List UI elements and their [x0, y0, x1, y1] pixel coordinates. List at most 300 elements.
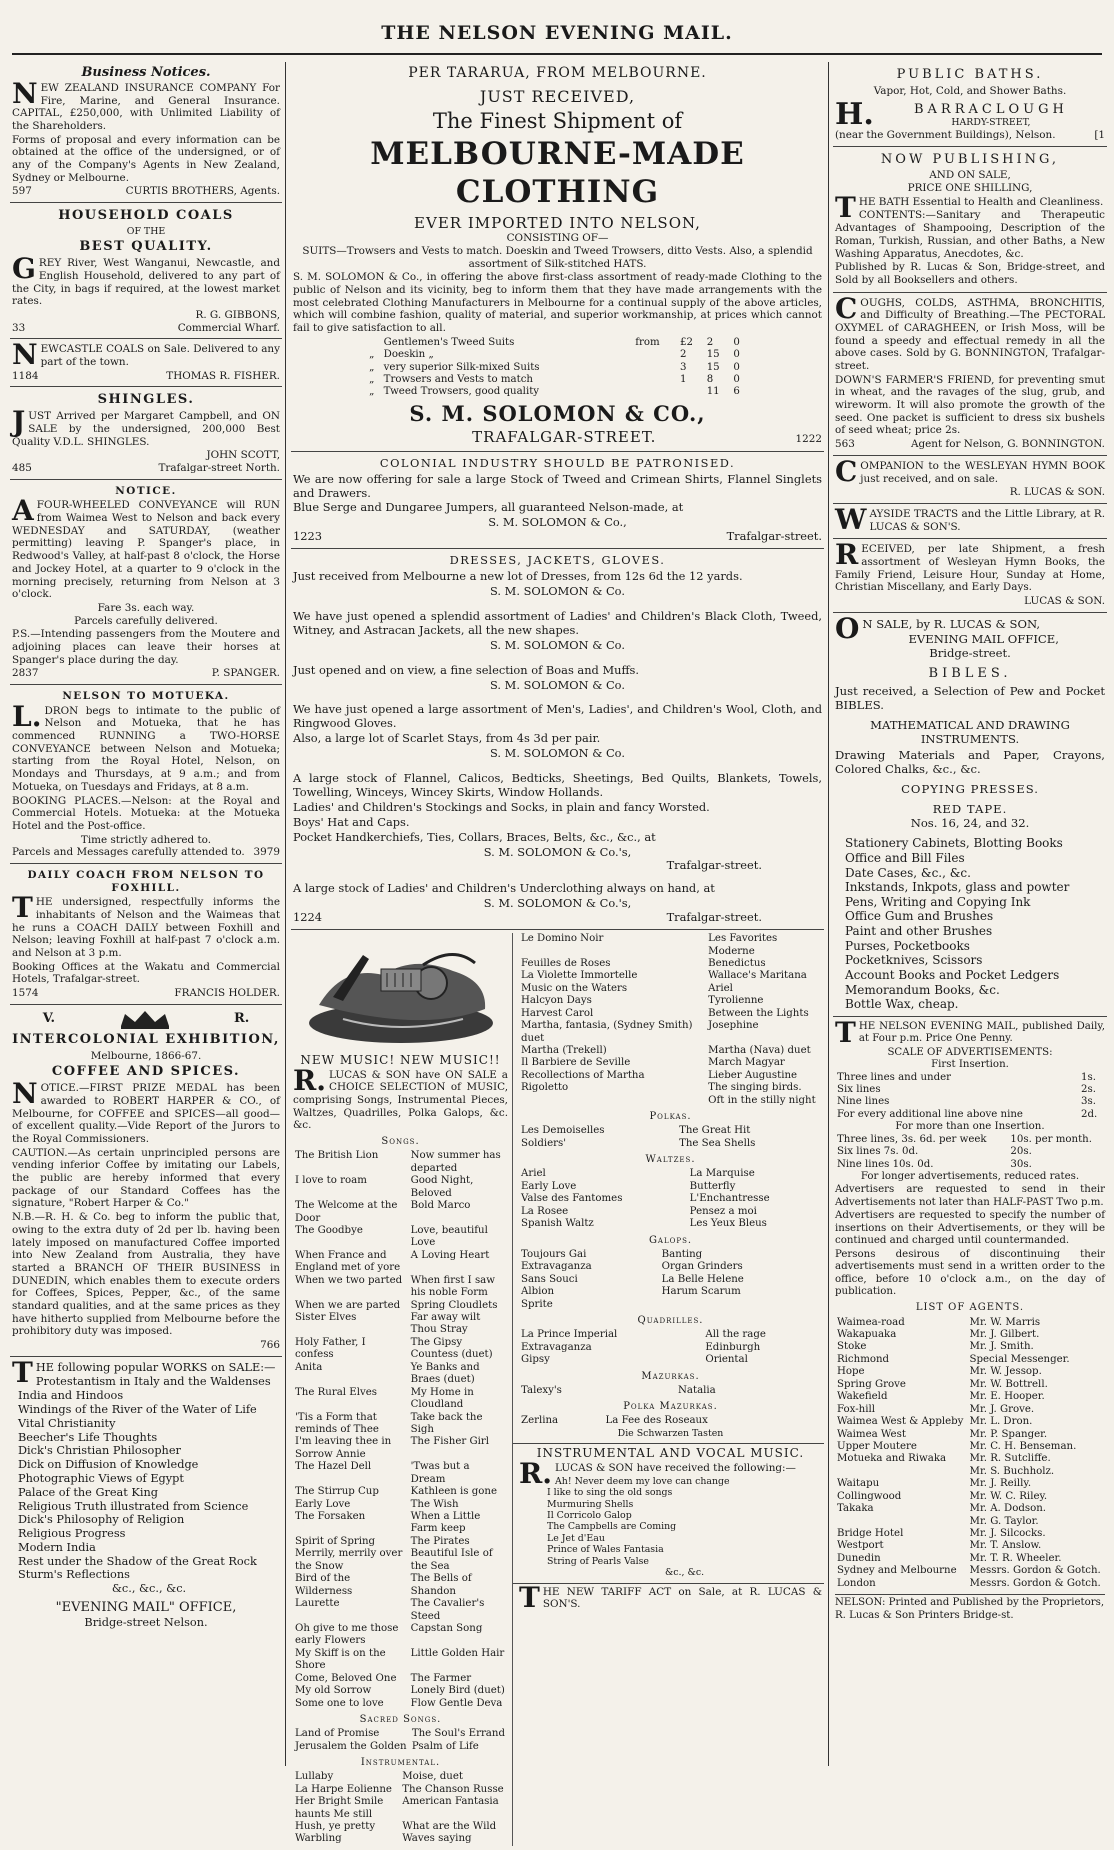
- drop-cap: L.: [12, 699, 42, 733]
- ad-signature: S. M. SOLOMON & Co.: [490, 637, 625, 652]
- ad-heading: NEW MUSIC! NEW MUSIC!!: [300, 1053, 501, 1068]
- ad-text: LUCAS & SON have received the following:—: [555, 1461, 796, 1474]
- table-row: [293, 1300, 508, 1312]
- table-cell: Mr. J. Gilbert.: [969, 1329, 1040, 1341]
- ad-text: Ladies' and Children's Stockings and Socks, in plain and fancy Worsted.: [293, 799, 710, 814]
- table-cell: My Home in Cloudland: [410, 1386, 474, 1411]
- list-item: Murmuring Shells: [547, 1498, 634, 1510]
- table-cell: Wakefield: [837, 1391, 888, 1403]
- list-item: Account Books and Pocket Ledgers: [845, 967, 1060, 982]
- ad-signature: R. LUCAS & SON.: [1009, 486, 1105, 499]
- ad-text: Forms of proposal and every information can be obtained at the office of the undersigned, or of any of the Company's Agents in New Zealand, Sydney or Melbourne.: [12, 133, 280, 184]
- ad-text: We have just opened a splendid assortment of Ladies' and Children's Black Cloth, Tweed, Witney, and Astracan Jackets, all the new shapes.: [293, 608, 822, 637]
- royal-cipher: V.: [42, 1010, 56, 1026]
- drop-cap: T: [12, 1355, 33, 1389]
- table-cell: Mr. W. Bottrell.: [969, 1378, 1048, 1390]
- coughs-ad: [833, 293, 1107, 456]
- rates-table: [835, 1134, 1105, 1171]
- category-heading: Polkas.: [649, 1111, 692, 1123]
- table-cell: A Loving Heart: [410, 1249, 490, 1261]
- ad-subheading: PRICE ONE SHILLING,: [907, 182, 1033, 195]
- table-cell: La Violette Immortelle: [521, 970, 638, 982]
- ad-heading: PUBLIC BATHS.: [896, 67, 1044, 82]
- list-item: India and Hindoos: [18, 1389, 124, 1403]
- ad-heading: DAILY COACH FROM NELSON TO FOXHILL.: [27, 868, 265, 894]
- table-cell: Come, Beloved One: [295, 1672, 397, 1684]
- ad-signature: LUCAS & SON.: [1024, 595, 1105, 608]
- baths-ad: [833, 62, 1107, 147]
- table-row: [519, 933, 822, 958]
- table-row: [519, 1057, 822, 1069]
- table-row: [293, 1573, 508, 1598]
- table-cell: Martha (Nava) duet: [708, 1045, 811, 1057]
- table-cell: Les Favorites Moderne: [708, 933, 778, 957]
- table-cell: 1s.: [1080, 1071, 1096, 1083]
- ad-text: N.B.—R. H. & Co. beg to inform the public that, owing to the extra duty of 2d per lb. having been lately imposed on manufactured Coffee imported into New Zealand from Australia, they have started a BRANCH OF THEIR BUSINESS in DUNEDIN, which enables them to execute orders for Coffees, Spices, Pepper, &c., of the same standard qualities, and at the same prices as they have hitherto supplied from Melbourne before the prohibitory duty was imposed.: [12, 1211, 280, 1338]
- ad-text: S. M. SOLOMON & Co., in offering the above first-class assortment of ready-made Clothing to the public of Nelson and its vicinity, beg to inform them that they have made arrangements with the most celebrated Clothing Manufacturers in Melbourne for a continual supply of the above articles, which will combine fashion, quality of material, and superior workmanship, at prices which cannot fail to give satisfaction to all.: [293, 271, 822, 334]
- table-cell: Zerlina: [521, 1415, 559, 1427]
- list-item: Prince of Wales Fantasia: [547, 1544, 664, 1556]
- ad-text: Time strictly adhered to.: [80, 833, 212, 846]
- table-cell: The Pirates: [410, 1535, 470, 1547]
- list-item: String of Pearls Valse: [547, 1555, 649, 1567]
- ad-text: Parcels and Messages carefully attended to.: [12, 846, 245, 859]
- table-cell: Hope: [837, 1366, 865, 1378]
- table-row: [835, 1109, 1105, 1121]
- table-row: [293, 1412, 508, 1437]
- column-rule: [285, 62, 286, 1766]
- list-item: Rest under the Shadow of the Great Rock: [18, 1554, 257, 1568]
- ad-text: Published by R. Lucas & Son, Bridge-street, and Sold by all Booksellers and others.: [835, 261, 1105, 286]
- coffee-ad: [10, 1005, 282, 1357]
- table-row: [519, 1125, 822, 1137]
- table-row: [835, 1404, 1105, 1416]
- ad-signature: S. M. SOLOMON & Co.'s,: [483, 896, 632, 911]
- table-cell: Wakapuaka: [837, 1329, 897, 1341]
- table-row: [293, 1250, 508, 1275]
- list-item: Office and Bill Files: [845, 850, 965, 865]
- table-row: [519, 1286, 822, 1298]
- table-cell: Doeskin „: [383, 349, 434, 361]
- table-cell: Motueka and Riwaka: [837, 1453, 947, 1465]
- table-cell: The Fisher Girl: [410, 1436, 489, 1448]
- ad-heading: COLONIAL INDUSTRY SHOULD BE PATRONISED.: [379, 455, 736, 470]
- table-cell: Three lines, 3s. 6d. per week: [837, 1133, 987, 1145]
- ad-heading: MATHEMATICAL AND DRAWING INSTRUMENTS.: [870, 718, 1070, 747]
- table-row: [519, 1138, 822, 1150]
- table-row: [367, 362, 748, 374]
- ad-subheading: Melbourne, 1866-67.: [90, 1049, 202, 1062]
- royal-cipher: R.: [233, 1010, 250, 1026]
- table-cell: Six lines: [837, 1083, 881, 1095]
- table-cell: 10s. per month.: [1010, 1133, 1092, 1145]
- list-item: Memorandum Books, &c.: [845, 982, 1000, 997]
- list-item: &c., &c., &c.: [111, 1582, 187, 1596]
- table-cell: L'Enchantresse: [689, 1193, 770, 1205]
- table-cell: Special Messenger.: [969, 1353, 1070, 1365]
- ad-number: 597: [12, 185, 32, 198]
- ad-heading: INSTRUMENTAL AND VOCAL MUSIC.: [536, 1446, 805, 1461]
- table-cell: „: [369, 361, 375, 373]
- table-cell: Psalm of Life: [411, 1740, 479, 1752]
- list-item: Dick's Philosophy of Religion: [18, 1513, 185, 1527]
- list-item: Il Corricolo Galop: [547, 1509, 632, 1521]
- table-cell: Valse des Fantomes: [521, 1193, 623, 1205]
- table-cell: London: [837, 1577, 876, 1589]
- table-cell: The Chanson Russe: [402, 1783, 504, 1795]
- ad-text: Drawing Materials and Paper, Crayons, Colored Chalks, &c., &c.: [835, 747, 1105, 776]
- table-row: [293, 1598, 508, 1623]
- table-cell: 3s.: [1080, 1096, 1096, 1108]
- table-cell: Tweed Trowsers, good quality: [383, 386, 540, 398]
- ad-address: Bridge-street.: [929, 646, 1011, 661]
- table-cell: When first I saw his noble Form: [410, 1274, 495, 1299]
- table-cell: „: [369, 386, 375, 398]
- ad-text: SUITS—Trowsers and Vests to match. Doeskin and Tweed Trowsers, ditto Vests. Also, a splendid assortment of Silk-stitched HATS.: [302, 244, 813, 270]
- table-cell: La Prince Imperial: [521, 1329, 618, 1341]
- ad-text: Booking Offices at the Wakatu and Commercial Hotels, Trafalgar-street.: [12, 960, 280, 986]
- table-cell: Edinburgh: [705, 1341, 761, 1353]
- table-cell: La Harpe Eolienne: [295, 1783, 392, 1795]
- table-row: [293, 1337, 508, 1362]
- ad-text: CONTENTS:—Sanitary and Therapeutic Advantages of Shampooing, Description of the Roman, Turkish, Russian, and other Baths, a New Washing Apparatus, Anecdotes, &c.: [835, 209, 1105, 260]
- table-cell: Merrily, merrily over the Snow: [295, 1548, 403, 1572]
- pieces-list: [519, 933, 822, 1107]
- table-cell: Waitapu: [837, 1478, 880, 1490]
- table-cell: Mr. J. Grove.: [969, 1403, 1035, 1415]
- ad-heading: DRESSES, JACKETS, GLOVES.: [449, 553, 666, 568]
- ad-text: OTICE.—FIRST PRIZE MEDAL has been awarded to ROBERT HARPER & CO., of Melbourne, for COFFEE and SPICES—all good—of excellent quality.—Vide Report of the Jurors to the Royal Commissioners.: [12, 1082, 280, 1145]
- table-cell: Kathleen is gone: [410, 1486, 498, 1498]
- table-cell: Josephine: [708, 1020, 759, 1032]
- table-cell: [519, 1095, 706, 1107]
- table-cell: Ariel: [708, 982, 733, 994]
- table-cell: Capstan Song: [410, 1622, 483, 1634]
- table-cell: Mr. T. Anslow.: [969, 1540, 1042, 1552]
- table-cell: Bridge Hotel: [837, 1528, 904, 1540]
- ad-signature: Agent for Nelson, G. BONNINGTON.: [910, 438, 1105, 451]
- table-cell: Les Demoiselles: [521, 1125, 605, 1137]
- drop-cap: R: [835, 538, 859, 572]
- table-row: [835, 1379, 1105, 1391]
- list-item: Photographic Views of Egypt: [18, 1471, 184, 1485]
- table-cell: Mr. L. Dron.: [969, 1416, 1033, 1428]
- table-cell: The Rural Elves: [295, 1386, 378, 1398]
- table-cell: Mr. P. Spanger.: [969, 1428, 1048, 1440]
- list-item: Date Cases, &c., &c.: [845, 865, 971, 880]
- stationery-ad: [833, 613, 1107, 1017]
- table-cell: Dunedin: [837, 1552, 881, 1564]
- ad-subheading: For more than one Insertion.: [895, 1121, 1045, 1133]
- table-cell: Six lines 7s. 0d.: [837, 1146, 919, 1158]
- table-cell: The Goodbye: [295, 1224, 363, 1236]
- list-item: The Campbells are Coming: [547, 1521, 677, 1533]
- table-cell: Tyrolienne: [708, 995, 764, 1007]
- table-row: [293, 1741, 508, 1753]
- clothing-ad: [291, 62, 824, 452]
- ad-text: DOWN'S FARMER'S FRIEND, for preventing smut in wheat, and the ravages of the slug, grub, and wireworm. It will also promote the growth of the seed. One packet is sufficient to dress six bushels of seed wheat; price 2s.: [835, 373, 1105, 437]
- table-row: [835, 1317, 1105, 1329]
- table-cell: Bird of the Wilderness: [295, 1573, 353, 1597]
- drop-cap: O: [835, 611, 860, 645]
- ad-text: AYSIDE TRACTS and the Little Library, at R. LUCAS & SON'S.: [869, 507, 1105, 533]
- table-cell: Mr. J. Smith.: [969, 1341, 1034, 1353]
- ad-heading: "EVENING MAIL" OFFICE,: [55, 1599, 237, 1615]
- ad-address: Trafalgar-street.: [666, 910, 762, 925]
- table-cell: Far away wilt Thou Stray: [410, 1312, 481, 1336]
- table-cell: Gentlemen's Tweed Suits: [383, 336, 515, 348]
- ad-number: 766: [260, 1339, 280, 1351]
- table-row: [519, 1206, 822, 1218]
- ad-address: Commercial Wharf.: [177, 321, 280, 334]
- category-heading: Quadrilles.: [637, 1315, 704, 1327]
- table-cell: Harvest Carol: [521, 1007, 594, 1019]
- drop-cap: N: [12, 338, 38, 372]
- table-row: [835, 1503, 1105, 1515]
- drop-cap: T: [12, 891, 33, 925]
- table-cell: Spanish Waltz: [521, 1218, 594, 1230]
- table-cell: 6: [733, 386, 740, 398]
- table-row: [293, 1796, 508, 1821]
- category-heading: Polka Mazurkas.: [623, 1401, 718, 1413]
- ad-subheading: Nos. 16, 24, and 32.: [910, 816, 1030, 831]
- polka-mazurkas-list: [519, 1415, 822, 1427]
- table-cell: My Skiff is on the Shore: [295, 1647, 386, 1672]
- list-item: Sturm's Reflections: [18, 1568, 130, 1582]
- table-row: [367, 349, 748, 361]
- table-cell: The Bells of Shandon: [410, 1573, 472, 1597]
- category-heading: Songs.: [381, 1136, 420, 1148]
- table-cell: Nine lines 10s. 0d.: [837, 1158, 934, 1170]
- ad-address: Bridge-street Nelson.: [84, 1615, 208, 1629]
- ad-signature: CURTIS BROTHERS, Agents.: [125, 185, 280, 198]
- list-item: Religious Progress: [18, 1527, 126, 1541]
- ad-address: HARDY-STREET,: [951, 117, 1031, 129]
- list-item: Pocketknives, Scissors: [845, 953, 983, 968]
- table-row: [519, 1020, 822, 1045]
- music-ad: [291, 930, 824, 1850]
- table-row: [293, 1275, 508, 1300]
- category-heading: Waltzes.: [645, 1154, 696, 1166]
- drop-cap: N: [12, 1077, 38, 1111]
- drop-cap: J: [12, 405, 26, 439]
- ad-number: 33: [12, 321, 26, 334]
- ad-text: Blue Serge and Dungaree Jumpers, all guaranteed Nelson-made, at: [293, 500, 684, 515]
- ad-text: We have just opened a large assortment of Men's, Ladies', and Children's Wool, Cloth, and Ringwood Gloves.: [293, 702, 822, 731]
- ad-text: Fare 3s. each way.: [97, 601, 195, 614]
- table-cell: Recollections of Martha: [521, 1069, 645, 1081]
- category-heading: Mazurkas.: [641, 1370, 700, 1382]
- drop-cap: H.: [835, 97, 874, 133]
- table-cell: Mr. G. Taylor.: [969, 1515, 1039, 1527]
- table-cell: Extravaganza: [521, 1341, 592, 1353]
- table-row: [835, 1478, 1105, 1490]
- table-cell: The Welcome at the Door: [295, 1200, 398, 1224]
- table-cell: Martha, fantasia, (Sydney Smith) duet: [521, 1020, 693, 1044]
- ad-text: Just received from Melbourne a new lot of Dresses, from 12s 6d the 12 yards.: [293, 569, 743, 584]
- list-item: Purses, Pocketbooks: [845, 938, 970, 953]
- coals-ad: [10, 203, 282, 339]
- list-item: Modern India: [18, 1540, 96, 1554]
- list-item: Office Gum and Brushes: [845, 909, 994, 924]
- table-cell: I'm leaving thee in Sorrow Annie: [295, 1436, 392, 1460]
- table-row: [519, 1008, 822, 1020]
- ad-signature: JOHN SCOTT,: [206, 449, 280, 462]
- table-row: [519, 1299, 822, 1311]
- ad-address: Trafalgar-street North.: [158, 462, 280, 475]
- table-cell: The British Lion: [295, 1150, 379, 1162]
- table-cell: [633, 386, 678, 398]
- ad-text: Just opened and on view, a fine selection of Boas and Muffs.: [293, 662, 640, 677]
- music-instruments-illustration: [303, 935, 499, 1051]
- list-item: I like to sing the old songs: [547, 1487, 673, 1499]
- table-cell: Westport: [837, 1540, 884, 1552]
- table-cell: Spring Cloudlets: [410, 1299, 498, 1311]
- drop-cap: N: [12, 76, 38, 110]
- table-row: [835, 1159, 1105, 1171]
- ad-text: Just received, a Selection of Pew and Pocket BIBLES.: [835, 684, 1105, 713]
- table-row: [835, 1516, 1105, 1528]
- table-cell: Sans Souci: [521, 1273, 578, 1285]
- table-cell: Mr. T. R. Wheeler.: [969, 1552, 1062, 1564]
- table-row: [835, 1453, 1105, 1465]
- table-row: [835, 1429, 1105, 1441]
- table-cell: 3: [680, 361, 687, 373]
- rates-table: [835, 1072, 1105, 1122]
- table-cell: Waimea-road: [837, 1316, 905, 1328]
- table-cell: [633, 374, 678, 386]
- instrumental-list: [293, 1771, 508, 1846]
- ad-heading: COFFEE AND SPICES.: [51, 1064, 241, 1080]
- list-item: Le Jet d'Eau: [547, 1532, 605, 1544]
- crown-icon: [117, 1008, 173, 1030]
- column-rule: [828, 62, 829, 1766]
- ad-text: Pocket Handkerchiefs, Ties, Collars, Braces, Belts, &c., &c., at: [293, 829, 656, 844]
- ad-text: ECEIVED, per late Shipment, a fresh assortment of Wesleyan Hymn Books, the Family Friend, Leisure Hour, Sunday at Home, Christian Miscellany, and Early Days.: [835, 543, 1105, 594]
- table-row: [367, 337, 748, 349]
- table-row: [293, 1387, 508, 1412]
- table-row: [519, 983, 822, 995]
- table-cell: Le Domino Noir: [521, 933, 604, 945]
- table-cell: Mr. J. Reilly.: [969, 1478, 1032, 1490]
- ad-text: DRON begs to intimate to the public of Nelson and Motueka, that he has commenced RUNNING a TWO-HORSE CONVEYANCE between Nelson and Motueka; starting from the Royal Hotel, Nelson, on Mondays and Thursdays, at 9 a.m.; and from Motueka, on Tuesdays and Fridays, at 8 a.m.: [12, 704, 280, 793]
- ad-heading: EVER IMPORTED INTO NELSON,: [414, 213, 701, 232]
- table-cell: Three lines and under: [837, 1071, 952, 1083]
- table-cell: Now summer has departed: [410, 1150, 501, 1174]
- table-row: [835, 1553, 1105, 1565]
- shingles-ad: [10, 387, 282, 479]
- drop-cap: C: [835, 291, 858, 325]
- table-row: [519, 1218, 822, 1230]
- table-row: [293, 1362, 508, 1387]
- column-right: [833, 62, 1107, 1766]
- drop-cap: R.: [519, 1456, 553, 1490]
- table-row: [293, 1673, 508, 1685]
- table-cell: Waimea West & Appleby: [837, 1416, 964, 1428]
- firm-name: S. M. SOLOMON & CO.,: [409, 400, 706, 426]
- table-cell: Lullaby: [295, 1771, 334, 1783]
- table-cell: Martha (Trekell): [521, 1045, 607, 1057]
- table-cell: 2: [706, 336, 714, 348]
- table-row: [293, 1685, 508, 1697]
- ad-heading: NOW PUBLISHING,: [880, 151, 1060, 167]
- ad-text: N SALE, by R. LUCAS & SON,: [862, 616, 1041, 631]
- received-ad: [833, 539, 1107, 612]
- table-cell: 2d.: [1080, 1108, 1098, 1120]
- table-cell: Upper Moutere: [837, 1440, 917, 1452]
- table-row: [835, 1072, 1105, 1084]
- table-cell: La Rosee: [521, 1205, 569, 1217]
- table-cell: 11: [706, 386, 720, 398]
- table-cell: Holy Father, I confess: [295, 1336, 366, 1361]
- ad-text: A large stock of Ladies' and Children's Underclothing always on hand, at: [293, 881, 715, 896]
- table-cell: [367, 337, 382, 349]
- list-item: Stationery Cabinets, Blotting Books: [845, 836, 1063, 851]
- table-row: [519, 995, 822, 1007]
- category-heading: Galops.: [648, 1234, 693, 1246]
- table-cell: The Wish: [410, 1498, 459, 1510]
- table-cell: Pensez a moi: [689, 1205, 757, 1217]
- ad-signature: THOMAS R. FISHER.: [166, 369, 280, 382]
- ad-signature: FRANCIS HOLDER.: [174, 987, 280, 1000]
- list-item: Paint and other Brushes: [845, 924, 993, 939]
- table-row: [835, 1391, 1105, 1403]
- column-middle: [291, 62, 824, 1845]
- table-row: [293, 1648, 508, 1673]
- section-heading: Business Notices.: [81, 65, 211, 80]
- ad-number: 2837: [12, 667, 39, 680]
- ad-subheading: First Insertion.: [931, 1059, 1009, 1071]
- table-cell: [835, 1466, 968, 1478]
- table-cell: 30s.: [1010, 1158, 1032, 1170]
- ad-address: TRAFALGAR-STREET.: [472, 428, 657, 447]
- table-cell: When we are parted: [295, 1299, 401, 1311]
- table-cell: 2s.: [1080, 1083, 1096, 1095]
- hymn-book-ad: [833, 456, 1107, 504]
- table-cell: La Belle Helene: [661, 1273, 744, 1285]
- table-row: [519, 1181, 822, 1193]
- table-cell: Love, beautiful Love: [410, 1224, 488, 1249]
- table-cell: Hush, ye pretty Warbling: [295, 1821, 376, 1845]
- ad-text: Advertisers are requested to send in their Advertisements not later than HALF-PAST Two p.m.: [835, 1184, 1105, 1208]
- list-item: Ah! Never deem my love can change: [555, 1475, 730, 1487]
- ad-text: P.S.—Intending passengers from the Moutere and adjoining places can leave their horses at Spanger's place during the day.: [12, 628, 280, 666]
- table-cell: [660, 1299, 822, 1311]
- table-cell: 0: [733, 336, 740, 348]
- table-cell: The Forsaken: [295, 1511, 366, 1523]
- table-cell: The Gipsy Countess (duet): [410, 1336, 493, 1361]
- agents-table: [835, 1317, 1105, 1591]
- table-cell: What are the Wild Waves saying: [402, 1821, 497, 1845]
- drop-cap: T: [519, 1580, 540, 1614]
- table-cell: Trowsers and Vests to match: [383, 373, 533, 385]
- table-cell: The Cavalier's Steed: [410, 1598, 485, 1622]
- table-cell: I love to roam: [295, 1175, 367, 1187]
- list-item: Vital Christianity: [18, 1416, 116, 1430]
- table-row: [293, 1175, 508, 1200]
- drop-cap: G: [12, 252, 36, 286]
- table-cell: 20s.: [1010, 1146, 1032, 1158]
- ad-text: HE following popular WORKS on SALE:—: [35, 1360, 276, 1374]
- table-row: [835, 1466, 1105, 1478]
- table-cell: 'Tis a Form that reminds of Thee: [295, 1411, 379, 1435]
- table-cell: Mr. E. Hooper.: [969, 1391, 1045, 1403]
- table-cell: Ariel: [521, 1168, 546, 1180]
- ad-text: Persons desirous of discontinuing their advertisements must send in a written order to the office, before 10 o'clock a.m., on the day of publication.: [835, 1248, 1105, 1297]
- table-cell: Lonely Bird (duet): [410, 1685, 505, 1697]
- ad-text: REY River, West Wanganui, Newcastle, and English Household, delivered to any part of the City, in bags if required, at the lowest market rates.: [12, 257, 280, 308]
- table-cell: 0: [733, 349, 740, 361]
